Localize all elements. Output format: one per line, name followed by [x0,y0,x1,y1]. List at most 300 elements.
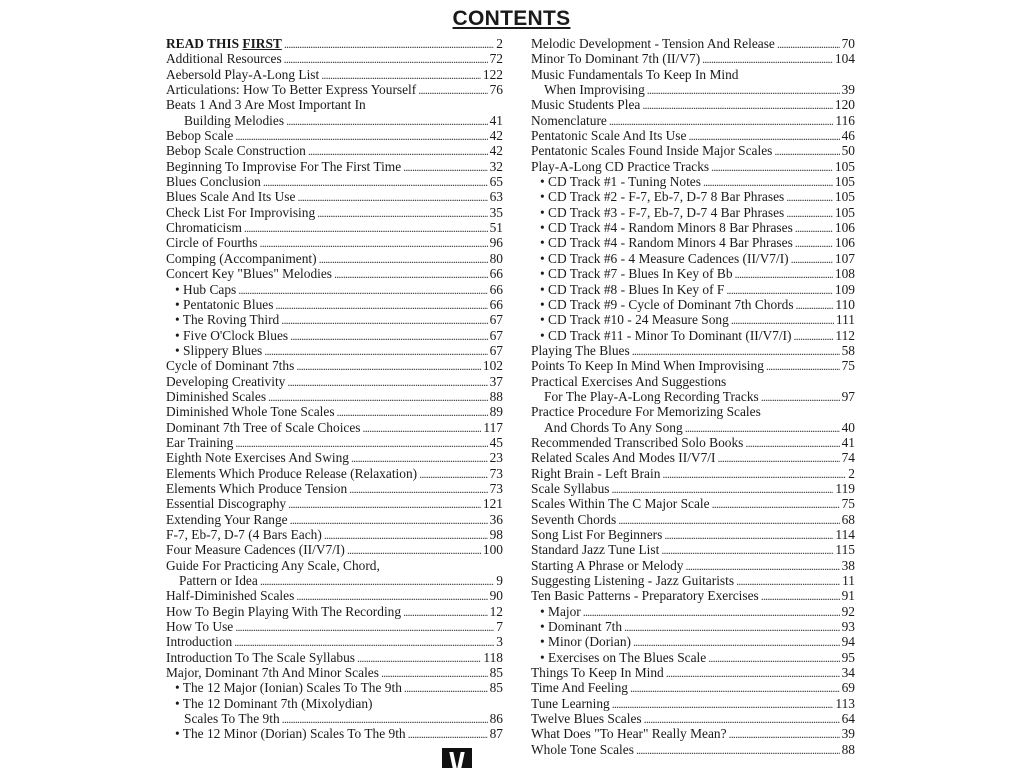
dot-leader [761,588,840,604]
toc-entry-page-number: 66 [489,281,503,297]
toc-entry-label: • Pentatonic Blues [175,297,273,312]
dot-leader [774,143,839,159]
toc-entry [531,113,855,128]
toc-entry-page-number: 91 [841,588,855,604]
toc-entry-label: • CD Track #2 - F-7, Eb-7, D-7 8 Bar Phrases [540,189,784,204]
toc-entry [531,343,855,358]
toc-entry-label: Diminished Whole Tone Scales [166,404,335,420]
toc-entry [531,97,855,112]
dot-leader [795,235,833,251]
dot-leader [268,389,488,405]
toc-entry [531,205,855,220]
toc-entry-page-number: 113 [835,695,855,711]
toc-entry [166,450,503,465]
dot-leader [290,328,487,344]
toc-entry-label: Minor To Dominant 7th (II/V7) [531,51,701,67]
toc-entry [166,67,503,82]
toc-entry [166,374,503,389]
toc-entry-label: • CD Track #11 - Minor To Dominant (II/V7/I) [540,328,791,343]
toc-entry-page-number: 3 [496,634,503,650]
dot-leader [284,51,488,67]
toc-entry-page-number: 105 [834,174,855,190]
toc-entry [531,420,855,435]
dot-leader [618,512,839,528]
toc-entry-page-number: 66 [489,266,503,282]
toc-entry-label: • CD Track #9 - Cycle of Dominant 7th Chords [540,297,794,312]
toc-entry-label: Introduction To The Scale Syllabus [166,649,355,665]
toc-entry [531,742,855,757]
toc-entry-page-number: 36 [489,511,503,527]
toc-entry-label: • Slippery Blues [175,343,262,358]
toc-entry [166,312,503,327]
toc-entry-label: • CD Track #6 - 4 Measure Cadences (II/V7/I) [540,251,789,266]
toc-entry-label: Beats 1 And 3 Are Most Important In [166,97,366,113]
dot-leader [644,711,840,727]
toc-entry-label: Introduction [166,634,233,650]
toc-entry-label: • Exercises on The Blues Scale [540,650,706,665]
toc-entry-label: Recommended Transcribed Solo Books [531,434,744,450]
toc-entry-page-number: 105 [834,158,855,174]
dot-leader [347,542,481,558]
dot-leader [612,696,834,712]
toc-entry-page-number: 58 [841,342,855,358]
toc-entry-page-number: 23 [489,450,503,466]
toc-entry [166,113,503,128]
dot-leader [703,174,833,190]
toc-entry-label: Chromaticism [166,220,242,236]
dot-leader [408,726,488,742]
toc-entry [531,604,855,619]
toc-entry [531,404,855,419]
dot-leader [351,450,488,466]
toc-entry [531,251,855,266]
toc-entry-page-number: 9 [496,573,503,589]
dot-leader [766,358,840,374]
toc-entry-label: Check List For Improvising [166,204,316,220]
toc-entry-label: Whole Tone Scales [531,741,634,757]
toc-entry-page-number: 109 [834,281,855,297]
toc-entry-page-number: 85 [489,665,503,681]
toc-entry-page-number: 12 [489,603,503,619]
toc-entry-page-number: 41 [489,112,503,128]
dot-leader [712,496,840,512]
dot-leader [624,619,840,635]
toc-entry-page-number: 73 [489,480,503,496]
dot-leader [685,420,840,436]
toc-entry-label: • The Roving Third [175,312,279,327]
toc-entry-label: Four Measure Cadences (II/V7/I) [166,542,345,558]
dot-leader [337,404,488,420]
toc-entry-label: Pentatonic Scale And Its Use [531,128,687,144]
toc-entry [531,174,855,189]
toc-entry-label: Aebersold Play-A-Long List [166,66,320,82]
toc-entry [166,512,503,527]
toc-entry-page-number: 40 [841,419,855,435]
dot-leader [381,665,488,681]
toc-entry-page-number: 32 [489,158,503,174]
toc-entry [531,542,855,557]
toc-entry [531,82,855,97]
toc-entry-page-number: 88 [841,741,855,757]
toc-entry-label: Related Scales And Modes II/V7/I [531,450,716,466]
toc-entry-label: • Five O'Clock Blues [175,328,288,343]
dot-leader [662,466,846,482]
toc-entry-page-number: 116 [835,112,855,128]
dot-leader [404,680,488,696]
toc-entry [531,389,855,404]
toc-entry-page-number: 88 [489,388,503,404]
toc-entry [166,558,503,573]
toc-entry-label: Music Students Plea [531,97,641,113]
toc-entry-label: Developing Creativity [166,373,286,389]
dot-leader [702,51,833,67]
toc-entry-label: Articulations: How To Better Express Yourself [166,82,417,98]
toc-entry-label: Music Fundamentals To Keep In Mind [531,66,739,82]
dot-leader [234,634,494,650]
toc-entry-label: Practical Exercises And Suggestions [531,373,727,389]
dot-leader [297,189,487,205]
toc-entry-page-number: 106 [834,220,855,236]
toc-entry [166,189,503,204]
toc-entry [531,573,855,588]
dot-leader [786,205,833,221]
toc-entry [166,420,503,435]
toc-entry-label: Comping (Accompaniment) [166,250,317,266]
toc-entry-label: • CD Track #7 - Blues In Key of Bb [540,266,733,281]
toc-entry-label: Playing The Blues [531,342,630,358]
toc-entry [531,512,855,527]
toc-entry [531,266,855,281]
dot-leader [235,435,487,451]
dot-leader [403,604,488,620]
toc-entry-label-emphasis: FIRST [242,36,282,51]
toc-entry-label: Elements Which Produce Tension [166,480,348,496]
toc-entry-label: Seventh Chords [531,511,617,527]
toc-entry-page-number: 106 [834,235,855,251]
toc-entry [166,159,503,174]
toc-entry [166,251,503,266]
toc-entry-page-number: 105 [834,189,855,205]
toc-entry-label: • CD Track #4 - Random Minors 4 Bar Phrases [540,235,793,250]
dot-leader [282,711,488,727]
toc-entry-page-number: 119 [835,480,855,496]
toc-entry [531,634,855,649]
toc-entry-label: Ten Basic Patterns - Preparatory Exercises [531,588,759,604]
toc-entry-label: For The Play-A-Long Recording Tracks [544,388,759,404]
dot-leader [736,573,840,589]
toc-entry [166,711,503,726]
toc-entry-label: • Dominant 7th [540,619,622,634]
toc-entry [166,205,503,220]
toc-entry-label: • CD Track #4 - Random Minors 8 Bar Phrases [540,220,793,235]
toc-entry [531,159,855,174]
dot-leader [235,619,494,635]
toc-entry-page-number: 93 [841,619,855,635]
toc-entry-page-number: 42 [489,128,503,144]
toc-entry-page-number: 120 [834,97,855,113]
toc-entry [166,573,503,588]
toc-entry-label: Blues Conclusion [166,174,261,190]
toc-entry-label: Half-Diminished Scales [166,588,295,604]
toc-entry [166,328,503,343]
toc-entry-page-number: 114 [835,527,855,542]
toc-entry [531,619,855,634]
document-page [148,0,875,768]
toc-entry-page-number: 110 [835,296,855,312]
dot-leader [735,266,833,282]
toc-entry-page-number: 100 [482,542,503,558]
toc-entry-label: Extending Your Range [166,511,288,527]
toc-entry-page-number: 2 [848,465,855,481]
toc-entry [531,650,855,665]
toc-left-column [166,36,503,742]
toc-entry [166,542,503,557]
toc-entry-page-number: 75 [841,496,855,512]
toc-entry-page-number: 42 [489,143,503,159]
toc-entry-label: And Chords To Any Song [544,419,683,435]
toc-entry [531,235,855,250]
toc-entry [166,619,503,634]
toc-entry-page-number: 87 [489,726,503,742]
dot-leader [296,358,481,374]
toc-entry-label: Practice Procedure For Memorizing Scales [531,404,761,420]
toc-entry-page-number: 118 [483,649,503,665]
toc-entry-label: Scale Syllabus [531,480,610,496]
toc-entry-page-number: 7 [496,619,503,635]
toc-entry [166,97,503,112]
toc-right-column [531,36,855,757]
toc-entry-label: • The 12 Minor (Dorian) Scales To The 9th [175,726,406,741]
toc-entry-label: Song List For Beginners [531,527,663,542]
toc-entry [531,128,855,143]
toc-entry [531,680,855,695]
toc-entry-page-number: 66 [489,296,503,312]
toc-entry [531,328,855,343]
dot-leader [717,450,839,466]
toc-entry [166,266,503,281]
dot-leader [317,205,487,221]
dot-leader [321,67,481,83]
toc-entry [166,143,503,158]
toc-entry-page-number: 72 [489,51,503,67]
dot-leader [419,466,487,482]
toc-entry-page-number: 112 [835,327,855,343]
toc-entry [531,496,855,511]
dot-leader [761,389,840,405]
toc-entry-page-number: 115 [835,542,855,558]
toc-entry-label: • The 12 Dominant 7th (Mixolydian) [175,696,372,711]
dot-leader [284,36,494,52]
toc-entry-page-number: 90 [489,588,503,604]
toc-entry-label: • Major [540,604,581,619]
dot-leader [642,97,833,113]
toc-entry-label: Starting A Phrase or Melody [531,557,684,573]
dot-leader [288,496,481,512]
toc-entry [166,404,503,419]
toc-entry-label: Time And Feeling [531,680,628,696]
toc-entry [531,711,855,726]
toc-entry-page-number: 108 [834,266,855,282]
toc-entry [166,389,503,404]
toc-entry-label: Dominant 7th Tree of Scale Choices [166,419,361,435]
toc-entry-label [166,36,282,51]
toc-entry-label: How To Begin Playing With The Recording [166,603,402,619]
toc-entry [531,67,855,82]
toc-entry-label: Pattern or Idea [179,573,258,589]
toc-entry-label: • Minor (Dorian) [540,634,631,649]
toc-entry-label: Standard Jazz Tune List [531,542,660,558]
toc-entry-page-number: 97 [841,388,855,404]
dot-leader [583,604,840,620]
dot-leader [357,650,481,666]
toc-entry [531,143,855,158]
dot-leader [308,143,488,159]
dot-leader [611,481,833,497]
dot-leader [418,82,487,98]
toc-entry-page-number: 63 [489,189,503,205]
toc-entry-label: Eighth Note Exercises And Swing [166,450,349,466]
toc-entry-page-number: 121 [482,496,503,512]
dot-leader [796,297,834,313]
dot-leader [726,282,833,298]
dot-leader [235,128,487,144]
dot-leader [275,297,487,313]
dot-leader [609,113,834,129]
dot-leader [791,251,833,267]
toc-entry-page-number: 67 [489,327,503,343]
toc-entry-page-number: 104 [834,51,855,67]
toc-entry [166,680,503,695]
toc-entry-label-part: READ THIS [166,36,243,51]
dot-leader [633,634,840,650]
toc-entry [166,174,503,189]
toc-entry [531,481,855,496]
toc-entry-page-number: 41 [841,434,855,450]
toc-entry-page-number: 2 [496,36,503,51]
toc-entry [166,343,503,358]
dot-leader [688,128,839,144]
toc-entry-label: • CD Track #1 - Tuning Notes [540,174,701,189]
toc-entry-label: How To Use [166,619,234,635]
toc-entry-label: Suggesting Listening - Jazz Guitarists [531,573,735,589]
toc-entry [531,220,855,235]
dot-leader [264,343,487,359]
dot-leader [286,113,488,129]
toc-entry-label: • CD Track #3 - F-7, Eb-7, D-7 4 Bar Phrases [540,205,784,220]
toc-entry-page-number: 76 [489,82,503,98]
toc-entry [531,665,855,680]
toc-entry-page-number: 69 [841,680,855,696]
dot-leader [632,343,840,359]
toc-entry-page-number: 111 [835,312,855,328]
toc-entry [166,665,503,680]
toc-entry-page-number: 85 [489,680,503,696]
toc-entry-label: Additional Resources [166,51,282,67]
toc-entry [166,297,503,312]
toc-entry-page-number: 46 [841,128,855,144]
dot-leader [287,374,487,390]
toc-entry-page-number: 67 [489,342,503,358]
toc-entry-page-number: 34 [841,665,855,681]
toc-entry-label: Things To Keep In Mind [531,665,664,681]
toc-entry-page-number: 39 [841,82,855,98]
dot-leader [349,481,487,497]
dot-leader [666,665,840,681]
toc-entry [531,282,855,297]
toc-entry-label: • CD Track #10 - 24 Measure Song [540,312,729,327]
toc-entry-label: Twelve Blues Scales [531,711,642,727]
toc-entry-page-number: 70 [841,36,855,51]
toc-entry-page-number: 102 [482,358,503,374]
toc-entry-page-number: 67 [489,312,503,328]
toc-entry-label: Blues Scale And Its Use [166,189,296,205]
toc-entry-page-number: 39 [841,726,855,742]
toc-entry-page-number: 64 [841,711,855,727]
dot-leader [281,312,487,328]
toc-entry-label: Nomenclature [531,112,607,128]
toc-entry [166,128,503,143]
toc-entry [531,312,855,327]
toc-entry [531,358,855,373]
toc-entry [166,527,503,542]
toc-entry-label: Guide For Practicing Any Scale, Chord, [166,557,380,573]
toc-entry [166,235,503,250]
dot-leader [290,512,488,528]
dot-leader [363,420,482,436]
toc-entry-page-number: 89 [489,404,503,420]
dot-leader [793,328,833,344]
toc-entry [531,726,855,741]
dot-leader [260,235,488,251]
dot-leader [244,220,488,236]
dot-leader [263,174,488,190]
dot-leader [319,251,488,267]
toc-entry-page-number: 107 [834,250,855,266]
toc-entry-page-number: 50 [841,143,855,159]
toc-entry-label: What Does "To Hear" Really Mean? [531,726,727,742]
toc-entry [166,358,503,373]
toc-entry-page-number: 35 [489,204,503,220]
dot-leader [296,588,487,604]
toc-entry-page-number: 117 [483,419,503,435]
toc-entry [531,466,855,481]
dot-leader [729,726,840,742]
toc-entry-page-number: 45 [489,434,503,450]
toc-entry-label: Scales Within The C Major Scale [531,496,710,512]
toc-entry [531,527,855,542]
toc-entry [166,220,503,235]
toc-entry-page-number: 73 [489,465,503,481]
toc-entry-page-number: 86 [489,711,503,727]
toc-entry-page-number: 75 [841,358,855,374]
dot-leader [260,573,494,589]
toc-entry-page-number: 94 [841,634,855,650]
toc-entry [531,435,855,450]
toc-entry [166,36,503,51]
toc-entry [166,726,503,741]
toc-entry [166,51,503,66]
toc-entry-label: Points To Keep In Mind When Improvising [531,358,764,374]
toc-entry [531,189,855,204]
toc-entry-label: Tune Learning [531,695,610,711]
toc-entry [166,496,503,511]
toc-entry-label: Bebop Scale Construction [166,143,306,159]
toc-entry-label: Beginning To Improvise For The First Time [166,158,402,174]
publisher-logo-icon [442,748,472,768]
dot-leader [786,189,833,205]
toc-entry-label: • Hub Caps [175,282,236,297]
dot-leader [647,82,840,98]
